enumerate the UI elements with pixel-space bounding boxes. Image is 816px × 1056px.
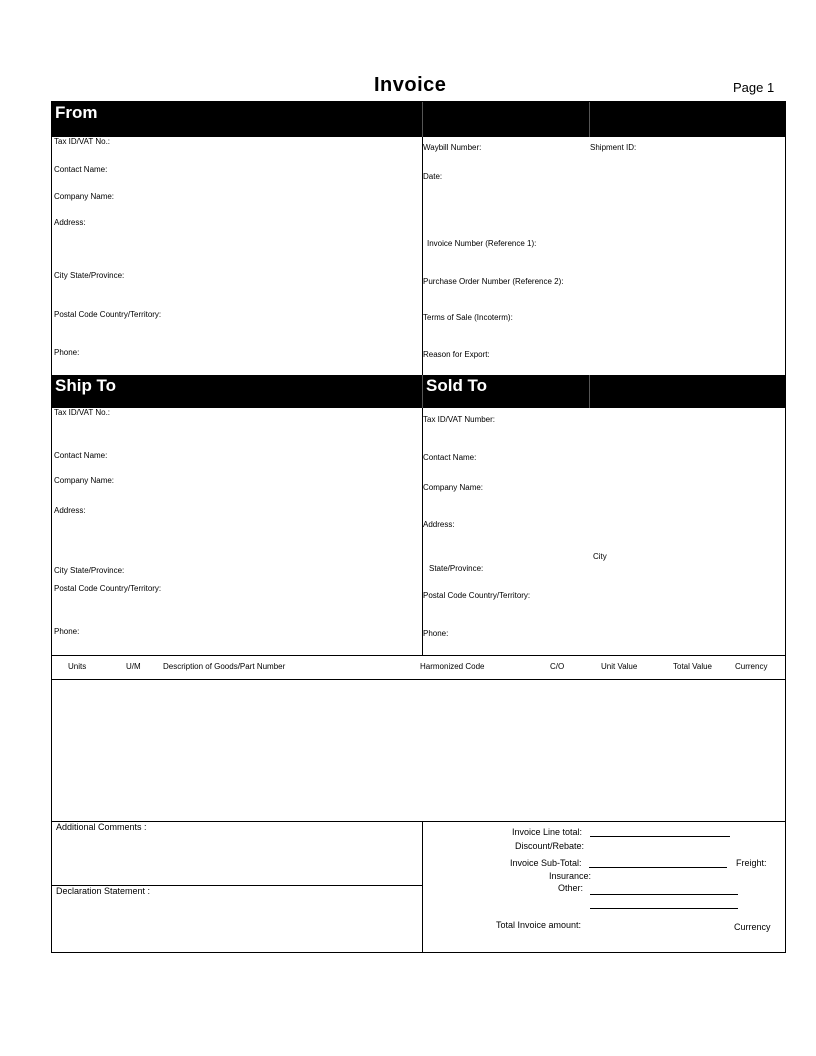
sold-to-contact-label: Contact Name: [423, 453, 477, 462]
other-field-line-1 [590, 894, 738, 895]
ship-to-phone-label: Phone: [54, 627, 80, 636]
invoice-line-total-field [590, 836, 730, 837]
items-body-bottom-rule [52, 821, 785, 822]
items-header-top-rule [52, 655, 785, 656]
from-city-state-label: City State/Province: [54, 271, 125, 280]
from-address-label: Address: [54, 218, 86, 227]
from-phone-label: Phone: [54, 348, 80, 357]
additional-comments-label: Additional Comments : [56, 822, 147, 832]
from-contact-label: Contact Name: [54, 165, 108, 174]
po-number-label: Purchase Order Number (Reference 2): [423, 277, 564, 286]
from-postal-country-label: Postal Code Country/Territory: [54, 310, 162, 319]
sold-to-address-label: Address: [423, 520, 455, 529]
discount-rebate-label: Discount/Rebate: [515, 841, 585, 851]
ship-to-company-label: Company Name: [54, 476, 115, 485]
invoice-number-label: Invoice Number (Reference 1): [427, 239, 537, 248]
ship-to-header: Ship To [55, 376, 117, 395]
col-total-value: Total Value [673, 662, 712, 671]
ship-to-contact-label: Contact Name: [54, 451, 108, 460]
page-number: Page 1 [733, 80, 775, 95]
invoice-sub-total-label: Invoice Sub-Total: [510, 858, 582, 868]
sold-to-city-label: City [593, 552, 607, 561]
from-header-bar [52, 102, 785, 137]
date-label: Date: [423, 172, 443, 181]
col-um: U/M [126, 662, 141, 671]
ship-to-postal-country-label: Postal Code Country/Territory: [54, 584, 162, 593]
terms-of-sale-label: Terms of Sale (Incoterm): [423, 313, 513, 322]
invoice-line-total-label: Invoice Line total: [512, 827, 583, 837]
ship-bar-divider-2 [589, 375, 590, 408]
waybill-label: Waybill Number: [423, 143, 482, 152]
other-field-line-2 [590, 908, 738, 909]
insurance-label: Insurance: [549, 871, 592, 881]
from-tax-id-label: Tax ID/VAT No.: [54, 137, 111, 146]
col-units: Units [68, 662, 87, 671]
sold-to-phone-label: Phone: [423, 629, 449, 638]
reason-for-export-label: Reason for Export: [423, 350, 490, 359]
freight-label: Freight: [736, 858, 767, 868]
ship-sold-header-bar [52, 375, 785, 408]
from-bar-divider-2 [589, 102, 590, 137]
from-bar-divider-1 [422, 102, 423, 137]
total-invoice-amount-label: Total Invoice amount: [496, 920, 582, 930]
invoice-form [51, 101, 786, 953]
ship-to-tax-id-label: Tax ID/VAT No.: [54, 408, 111, 417]
sold-to-company-label: Company Name: [423, 483, 484, 492]
ship-to-address-label: Address: [54, 506, 86, 515]
ship-bar-divider-1 [422, 375, 423, 408]
total-currency-label: Currency [734, 922, 771, 932]
declaration-statement-label: Declaration Statement : [56, 886, 151, 896]
col-unit-value: Unit Value [601, 662, 638, 671]
center-divider-bottom [422, 821, 423, 952]
from-header: From [55, 103, 98, 122]
ship-to-city-state-label: City State/Province: [54, 566, 125, 575]
sold-to-state-label: State/Province: [429, 564, 484, 573]
from-company-label: Company Name: [54, 192, 115, 201]
sold-to-header: Sold To [426, 376, 488, 395]
other-label: Other: [558, 883, 584, 893]
sold-to-postal-country-label: Postal Code Country/Territory: [423, 591, 531, 600]
col-description: Description of Goods/Part Number [163, 662, 286, 671]
col-hs-code: Harmonized Code [420, 662, 485, 671]
col-currency: Currency [735, 662, 768, 671]
invoice-title: Invoice [374, 74, 447, 96]
shipment-id-label: Shipment ID: [590, 143, 637, 152]
col-country-of-origin: C/O [550, 662, 565, 671]
invoice-sub-total-field [589, 867, 727, 868]
items-header-bottom-rule [52, 679, 785, 680]
sold-to-tax-id-label: Tax ID/VAT Number: [423, 415, 496, 424]
